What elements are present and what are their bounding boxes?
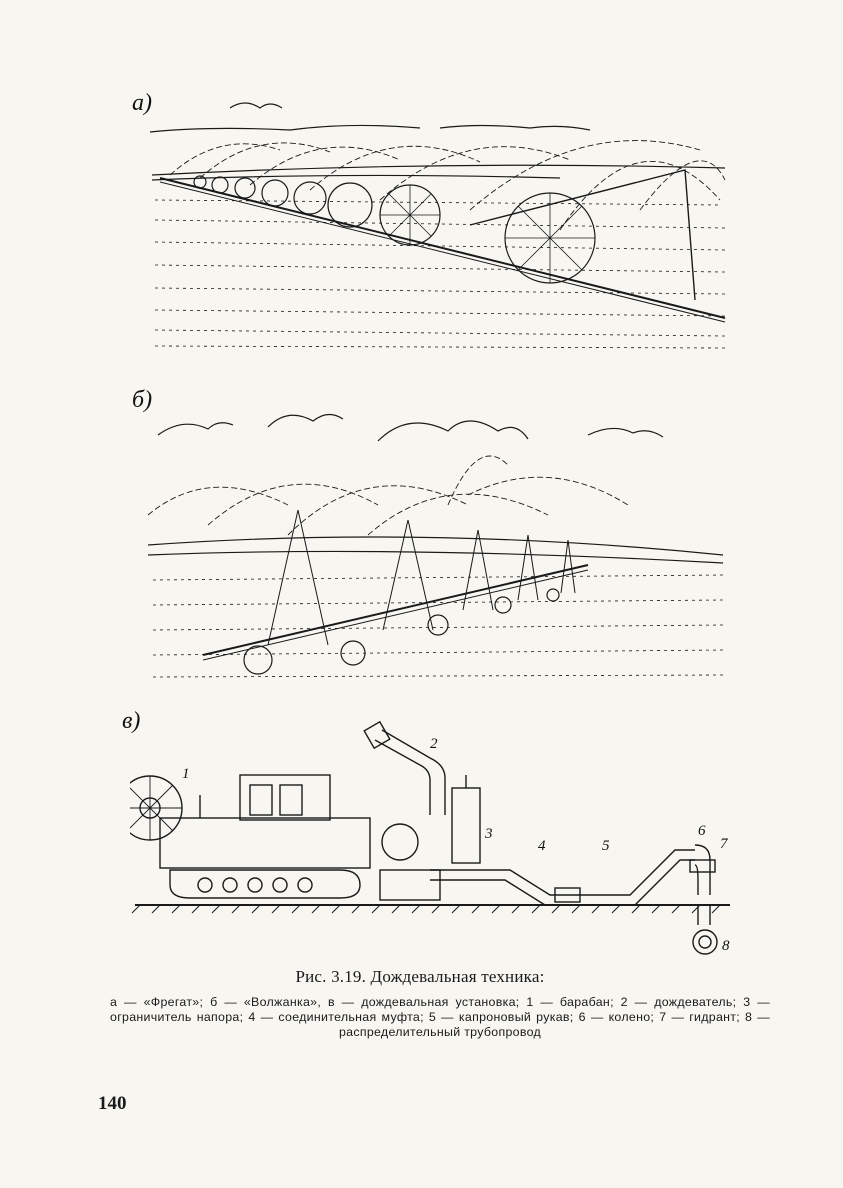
callout-3: 3 bbox=[485, 826, 493, 842]
illustration-volzhanka bbox=[148, 405, 728, 690]
callout-5: 5 bbox=[602, 838, 610, 854]
figure-caption-body: а — «Фрегат»; б — «Волжанка», в — дождевальная установка; 1 — барабан; 2 — дождеватель; 3 — ограничитель напора; 4 — соединительная муфта; 5 — капроновый рукав; 6 — колено; 7 — гидрант; 8 — распределительный трубопровод bbox=[110, 995, 770, 1039]
callout-4: 4 bbox=[538, 838, 546, 854]
panel-label-b: б) bbox=[132, 387, 153, 413]
callout-6: 6 bbox=[698, 823, 706, 839]
illustration-sprinkler-installation bbox=[130, 720, 750, 960]
illustration-fregat bbox=[140, 90, 740, 360]
page-number: 140 bbox=[98, 1093, 127, 1114]
callout-7: 7 bbox=[720, 836, 728, 852]
callout-8: 8 bbox=[722, 938, 730, 954]
figure-caption-title: Рис. 3.19. Дождевальная техника: bbox=[295, 967, 545, 986]
panel-label-a: a) bbox=[132, 90, 152, 116]
panel-label-v: в) bbox=[122, 708, 141, 734]
callout-1: 1 bbox=[182, 766, 190, 782]
callout-2: 2 bbox=[430, 736, 438, 752]
